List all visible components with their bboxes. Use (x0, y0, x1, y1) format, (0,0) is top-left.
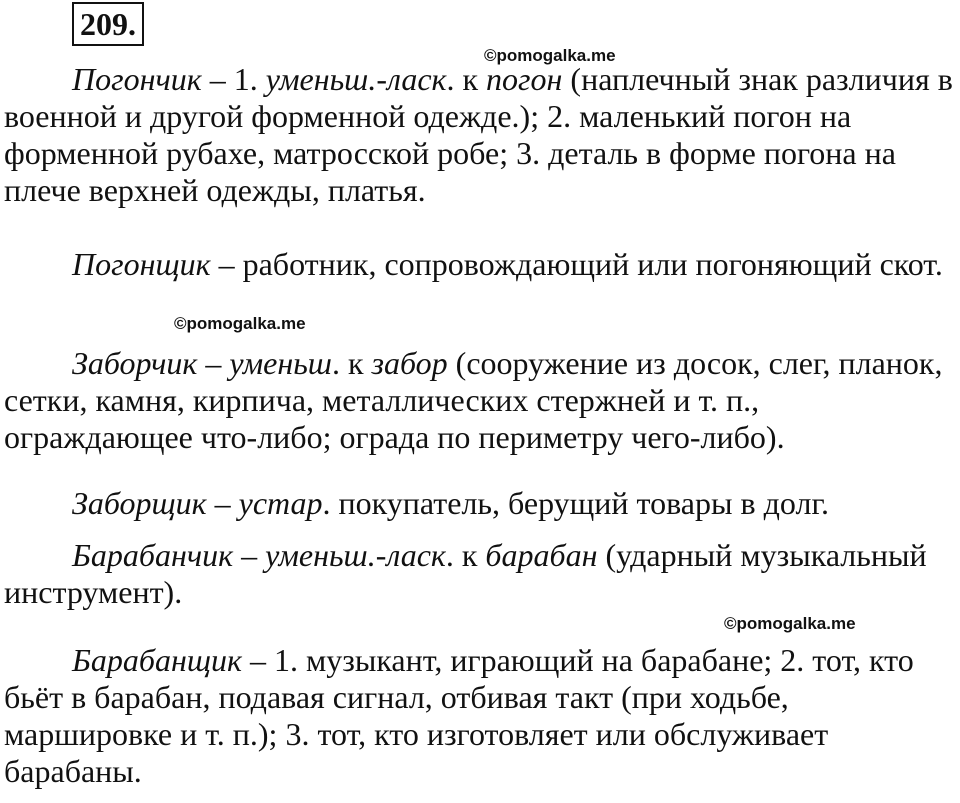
entry-barabanchik (4, 537, 956, 611)
entry-definition: . покупатель, берущий товары в долг. (322, 485, 829, 521)
entry-definition: (сооружение из досок, слег, планок, сетки, камня, кирпича, металлических стержней и т. п., ограждающее что-либо; ограда по периметру чего-либо). (4, 345, 943, 455)
entry-word: Погончик (72, 61, 202, 97)
exercise-number-value: 209 (80, 6, 128, 42)
entry-definition: – 1. музыкант, играющий на барабане; 2. тот, кто бьёт в барабан, подавая сигнал, отбивая такт (при ходьбе, маршировке и т. п.); 3. тот, кто изготовляет или обслуживает барабаны. (4, 642, 914, 789)
entry-mark: – уменьш.-ласк (233, 537, 446, 573)
entry-zaborchik (4, 345, 956, 456)
entry-ref: барабан (485, 537, 598, 573)
entry-definition: (наплечный знак различия в военной и другой форменной одежде.); 2. маленький погон на форменной рубахе, матросской робе; 3. деталь в форме погона на плече верхней одежды, платья. (4, 61, 953, 208)
entry-pogonshchik (4, 246, 956, 283)
entry-word: Заборчик (72, 345, 198, 381)
entry-ref: погон (486, 61, 563, 97)
entry-ref: забор (371, 345, 448, 381)
entry-zaborshchik (4, 485, 956, 522)
entry-word: Погонщик (72, 246, 211, 282)
entry-definition: – работник, сопровождающий или погоняющий скот. (210, 246, 943, 282)
entry-text: . к (331, 345, 372, 381)
entry-text: – 1. (201, 61, 266, 97)
entry-mark: уменьш.-ласк (265, 61, 447, 97)
entry-text: . к (446, 61, 487, 97)
entry-word: Барабанчик (72, 537, 234, 573)
entry-mark: – устар (206, 485, 323, 521)
entry-mark: – уменьш (197, 345, 332, 381)
entry-definition: (ударный музыкальный инструмент). (4, 537, 927, 610)
entry-text: . к (445, 537, 486, 573)
watermark: ©pomogalka.me (174, 314, 306, 333)
entry-word: Заборщик (72, 485, 207, 521)
exercise-number-dot: . (128, 6, 136, 42)
entry-word: Барабанщик (72, 642, 242, 678)
watermark: ©pomogalka.me (484, 46, 616, 65)
watermark: ©pomogalka.me (724, 614, 856, 633)
exercise-number (72, 2, 144, 46)
entry-pogonchik (4, 61, 956, 209)
entry-barabanshchik (4, 642, 956, 790)
